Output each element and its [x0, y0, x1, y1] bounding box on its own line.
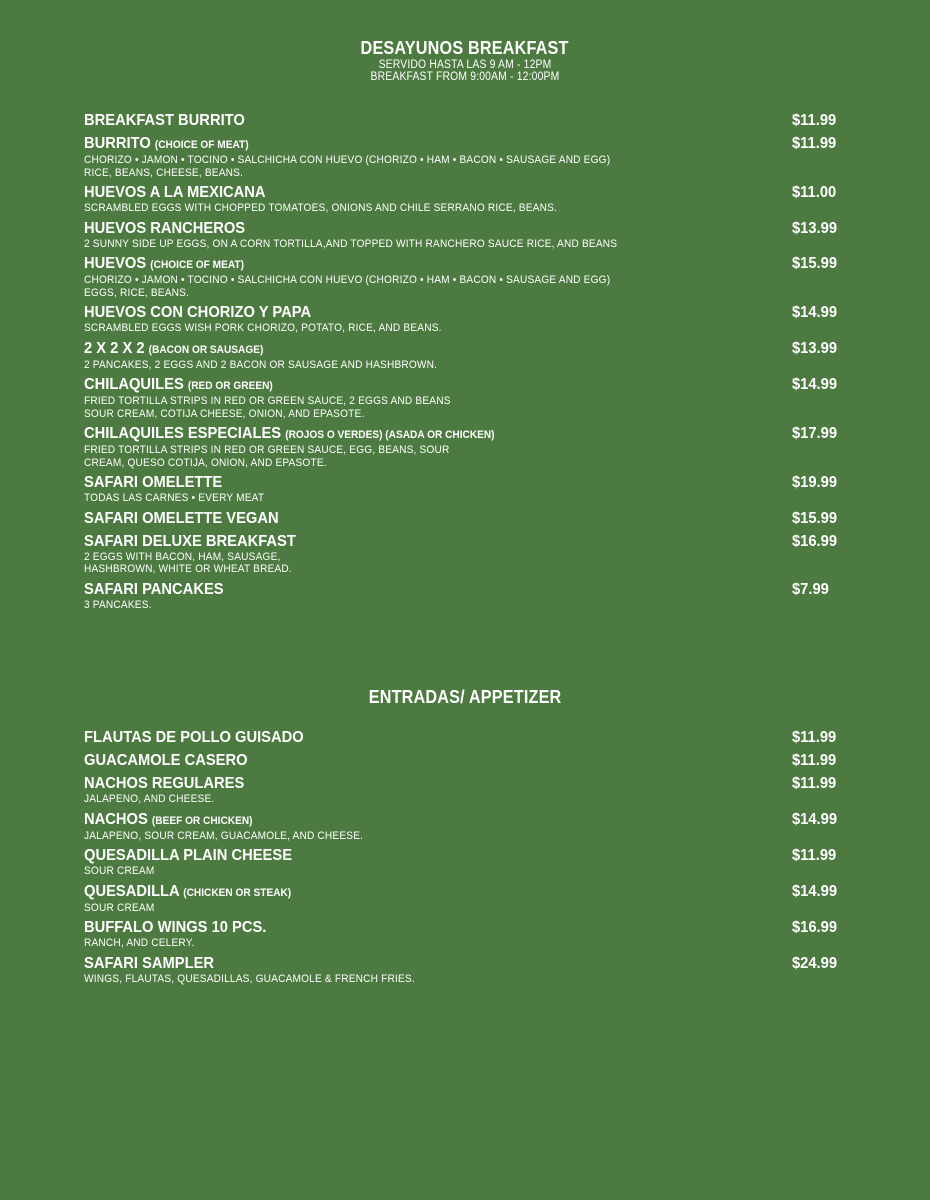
menu-item — [84, 510, 854, 528]
menu-item-name — [84, 847, 292, 865]
menu-item-price: $14.99 — [792, 882, 838, 900]
menu-item-title: BURRITO — [84, 135, 151, 152]
menu-item-note: (CHICKEN OR STEAK) — [183, 886, 292, 899]
menu-item-title: SAFARI DELUXE BREAKFAST — [84, 532, 296, 550]
menu-item-description: WINGS, FLAUTAS, QUESADILLAS, GUACAMOLE & FRENCH FRIES. — [84, 972, 415, 985]
menu-item — [84, 255, 854, 299]
menu-item — [84, 775, 854, 806]
menu-item-price: $11.99 — [792, 752, 837, 769]
menu-item — [84, 304, 854, 335]
menu-item-price: $11.00 — [792, 184, 837, 201]
menu-item-note: (RED OR GREEN) — [187, 380, 273, 392]
menu-item — [84, 729, 854, 747]
menu-item-name — [84, 581, 224, 599]
menu-item — [84, 811, 854, 843]
menu-item-name — [84, 135, 249, 154]
menu-item-price: $11.99 — [792, 729, 837, 746]
menu-item-title: HUEVOS — [84, 255, 147, 272]
menu-item-description: TODAS LAS CARNES • EVERY MEAT — [84, 492, 265, 504]
menu-item-name — [84, 752, 248, 770]
menu-item-price: $14.99 — [792, 304, 838, 321]
menu-item-price: $15.99 — [792, 509, 838, 527]
breakfast-hours-line: BREAKFAST FROM 9:00AM - 12:00PM — [370, 71, 560, 83]
menu-item-title: HUEVOS CON CHORIZO Y PAPA — [84, 304, 312, 321]
menu-item-name — [84, 919, 266, 937]
menu-item-name — [84, 425, 495, 444]
menu-item-description: RANCH, AND CELERY. — [84, 937, 195, 949]
menu-item — [84, 340, 854, 372]
menu-item-name — [84, 184, 266, 202]
menu-item — [84, 919, 854, 950]
menu-item-price: $11.99 — [792, 112, 837, 129]
menu-item-note: (BACON OR SAUSAGE) — [148, 343, 264, 356]
menu-item-title: CHILAQUILES ESPECIALES — [84, 425, 282, 442]
menu-item-description: JALAPENO, SOUR CREAM, GUACAMOLE, AND CHEESE. — [84, 829, 364, 842]
menu-item-description: 3 PANCAKES. — [84, 598, 152, 611]
menu-item — [84, 883, 854, 915]
menu-item-description: CREAM, QUESO COTIJA, ONION, AND EPASOTE. — [84, 456, 327, 469]
menu-item — [84, 533, 854, 576]
menu-item-name — [84, 729, 304, 747]
menu-item-title: BUFFALO WINGS 10 PCS. — [84, 919, 267, 936]
menu-item-title: QUESADILLA — [84, 882, 180, 900]
menu-item-description: 2 EGGS WITH BACON, HAM, SAUSAGE, — [84, 550, 281, 563]
menu-item-title: HUEVOS RANCHEROS — [84, 219, 246, 237]
menu-item-name — [84, 811, 253, 830]
menu-item-title: 2 X 2 X 2 — [84, 339, 145, 357]
menu-item-name — [84, 376, 273, 395]
menu-item-name — [84, 340, 263, 359]
breakfast-items — [84, 112, 854, 616]
menu-item-title: NACHOS REGULARES — [84, 775, 245, 792]
menu-item — [84, 184, 854, 215]
menu-item-name — [84, 775, 244, 793]
menu-item — [84, 581, 854, 612]
breakfast-hours-line: SERVIDO HASTA LAS 9 AM - 12PM — [378, 59, 552, 71]
menu-item-price: $11.99 — [792, 135, 837, 152]
menu-item — [84, 474, 854, 505]
appetizer-header — [0, 687, 930, 708]
menu-item-price: $15.99 — [792, 255, 838, 272]
menu-item-title: SAFARI PANCAKES — [84, 580, 224, 598]
menu-item-title: FLAUTAS DE POLLO GUISADO — [84, 729, 304, 746]
menu-item-title: BREAKFAST BURRITO — [84, 112, 245, 129]
menu-item-description: 2 PANCAKES, 2 EGGS AND 2 BACON OR SAUSAGE AND HASHBROWN. — [84, 358, 438, 371]
menu-item-description: SCRAMBLED EGGS WITH CHOPPED TOMATOES, ONIONS AND CHILE SERRANO RICE, BEANS. — [84, 202, 558, 214]
menu-item-title: QUESADILLA PLAIN CHEESE — [84, 847, 293, 864]
menu-item — [84, 376, 854, 420]
menu-item-price: $11.99 — [792, 775, 837, 792]
menu-item-note: (CHOICE OF MEAT) — [154, 139, 249, 151]
menu-item-name — [84, 883, 291, 902]
menu-item-price: $16.99 — [792, 532, 838, 550]
menu-item-price: $13.99 — [792, 339, 838, 357]
menu-item-price: $14.99 — [792, 376, 838, 393]
appetizer-items — [84, 729, 854, 990]
breakfast-title: DESAYUNOS BREAKFAST — [360, 38, 570, 58]
menu-item-description: FRIED TORTILLA STRIPS IN RED OR GREEN SAUCE, 2 EGGS AND BEANS — [84, 395, 451, 407]
menu-item-price: $14.99 — [792, 810, 838, 828]
menu-item-description: HASHBROWN, WHITE OR WHEAT BREAD. — [84, 563, 292, 575]
menu-item-title: SAFARI SAMPLER — [84, 954, 215, 972]
menu-item-description: CHORIZO • JAMON • TOCINO • SALCHICHA CON HUEVO (CHORIZO • HAM • BACON • SAUSAGE AND EGG) — [84, 154, 611, 166]
menu-item-description: SOUR CREAM — [84, 865, 155, 877]
menu-item-name — [84, 510, 279, 528]
menu-item-description: RICE, BEANS, CHEESE, BEANS. — [84, 166, 244, 179]
menu-item-description: SOUR CREAM, COTIJA CHEESE, ONION, AND EPASOTE. — [84, 407, 365, 420]
menu-item-description: EGGS, RICE, BEANS. — [84, 286, 190, 299]
menu-item-title: HUEVOS A LA MEXICANA — [84, 184, 266, 201]
menu-item-note: (BEEF OR CHICKEN) — [151, 814, 253, 827]
menu-item — [84, 955, 854, 986]
menu-item-price: $24.99 — [792, 954, 838, 972]
menu-item-title: GUACAMOLE CASERO — [84, 752, 248, 769]
menu-item-title: SAFARI OMELETTE — [84, 474, 223, 491]
menu-item — [84, 847, 854, 878]
menu-item-price: $19.99 — [792, 474, 838, 491]
menu-item-note: (ROJOS O VERDES) (ASADA OR CHICKEN) — [285, 429, 495, 441]
menu-item — [84, 220, 854, 251]
menu-item — [84, 135, 854, 179]
appetizer-title: ENTRADAS/ APPETIZER — [368, 687, 562, 707]
menu-item-name — [84, 220, 245, 238]
menu-item-description: CHORIZO • JAMON • TOCINO • SALCHICHA CON HUEVO (CHORIZO • HAM • BACON • SAUSAGE AND EGG) — [84, 274, 611, 286]
menu-item-price: $7.99 — [792, 580, 829, 598]
menu-item-title: CHILAQUILES — [84, 376, 184, 393]
menu-item — [84, 425, 854, 469]
menu-item-description: SOUR CREAM — [84, 901, 155, 914]
menu-item-name — [84, 255, 244, 274]
menu-item-description: 2 SUNNY SIDE UP EGGS, ON A CORN TORTILLA,AND TOPPED WITH RANCHERO SAUCE RICE, AND BEANS — [84, 237, 618, 250]
menu-item-price: $13.99 — [792, 219, 838, 237]
menu-item — [84, 112, 854, 130]
menu-item-description: FRIED TORTILLA STRIPS IN RED OR GREEN SAUCE, EGG, BEANS, SOUR — [84, 444, 450, 456]
menu-item — [84, 752, 854, 770]
menu-item-title: SAFARI OMELETTE VEGAN — [84, 509, 279, 527]
menu-item-note: (CHOICE OF MEAT) — [150, 259, 244, 271]
menu-item-name — [84, 955, 214, 973]
breakfast-header — [0, 38, 930, 83]
menu-item-name — [84, 112, 245, 130]
menu-item-title: NACHOS — [84, 810, 148, 828]
menu-item-name — [84, 474, 222, 492]
menu-item-price: $17.99 — [792, 425, 838, 442]
menu-item-name — [84, 304, 311, 322]
menu-item-price: $16.99 — [792, 919, 838, 936]
menu-item-description: SCRAMBLED EGGS WISH PORK CHORIZO, POTATO, RICE, AND BEANS. — [84, 322, 442, 334]
menu-item-description: JALAPENO, AND CHEESE. — [84, 793, 215, 805]
menu-item-price: $11.99 — [792, 847, 837, 864]
menu-item-name — [84, 533, 296, 551]
